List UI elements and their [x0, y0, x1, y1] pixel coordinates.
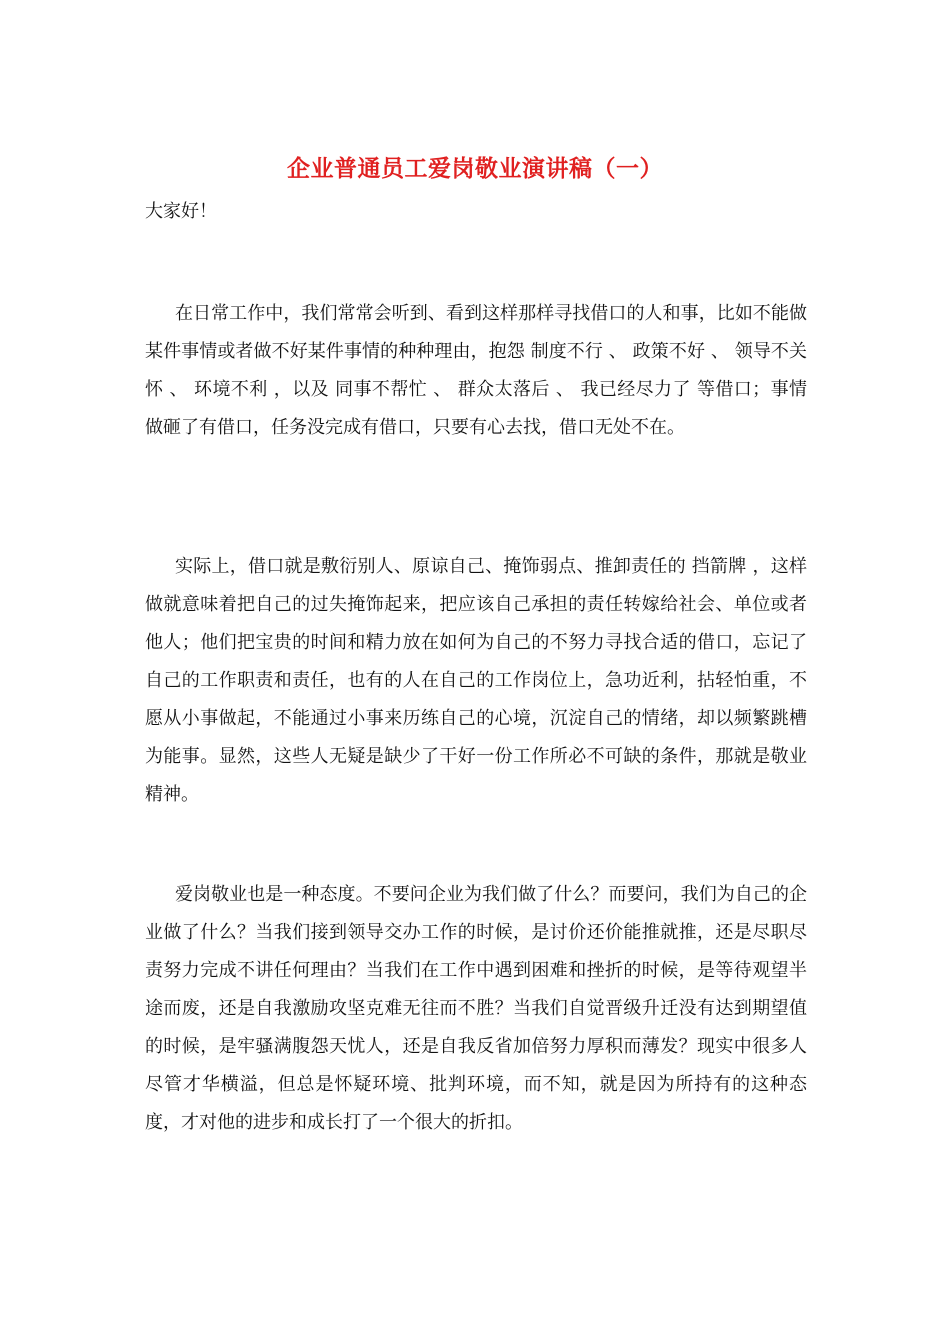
paragraph: 在日常工作中，我们常常会听到、看到这样那样寻找借口的人和事，比如不能做某件事情或者做不好某件事情的种种理由，抱怨 制度不行 、 政策不好 、 领导不关怀 、 环境不利 ，以及 同事不帮忙 、 群众太落后 、 我已经尽力了 等借口；事情做砸了有借口，任务没完成有借口，只要有心去找，借口无处不在。	[145, 303, 807, 438]
greeting-text: 大家好！	[145, 201, 217, 222]
paragraph: 实际上，借口就是敷衍别人、原谅自己、掩饰弱点、推卸责任的 挡箭牌 ，这样做就意味着把自己的过失掩饰起来，把应该自己承担的责任转嫁给社会、单位或者他人；他们把宝贵的时间和精力放在如何为自己的不努力寻找合适的借口，忘记了自己的工作职责和责任，也有的人在自己的工作岗位上，急功近利，拈轻怕重，不愿从小事做起，不能通过小事来历练自己的心境，沉淀自己的情绪，却以频繁跳槽为能事。显然，这些人无疑是缺少了干好一份工作所必不可缺的条件，那就是敬业精神。	[145, 556, 807, 805]
paragraph: 爱岗敬业也是一种态度。不要问企业为我们做了什么？而要问，我们为自己的企业做了什么？当我们接到领导交办工作的时候，是讨价还价能推就推，还是尽职尽责努力完成不讲任何理由？当我们在工作中遇到困难和挫折的时候，是等待观望半途而废，还是自我激励攻坚克难无往而不胜？当我们自觉晋级升迁没有达到期望值的时候，是牢骚满腹怨天忧人，还是自我反省加倍努力厚积而薄发？现实中很多人尽管才华横溢，但总是怀疑环境、批判环境，而不知，就是因为所持有的这种态度，才对他的进步和成长打了一个很大的折扣。	[145, 884, 807, 1133]
document-title: 企业普通员工爱岗敬业演讲稿（一）	[287, 155, 663, 182]
